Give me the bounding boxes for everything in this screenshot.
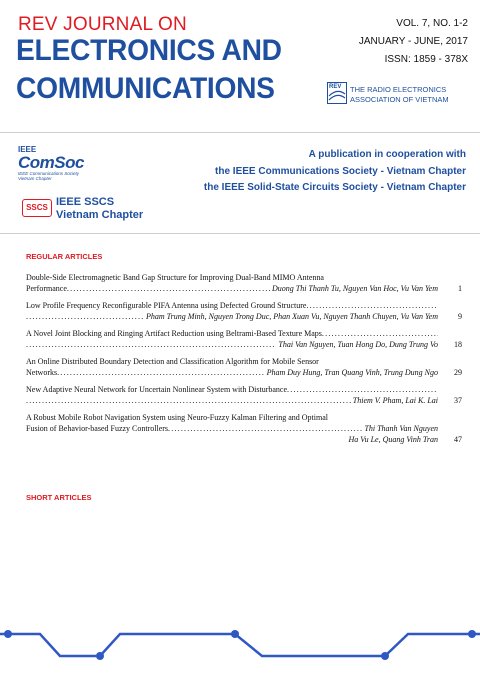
publisher-line2: ASSOCIATION OF VIETNAM [350, 95, 449, 104]
article-title-line[interactable] [26, 384, 462, 395]
article-title-line[interactable] [26, 356, 462, 367]
article-title: An Online Distributed Boundary Detection and Classification Algorithm for Mobile Sensor [26, 357, 319, 366]
article-authors: Pham Trung Minh, Nguyen Trong Duc, Phan Xuan Vu, Nguyen Thanh Chuyen, Vu Van Yem [146, 312, 438, 321]
publisher-line1: THE RADIO ELECTRONICS [350, 85, 447, 94]
rev-logo-icon [327, 82, 347, 104]
volume-number: VOL. 7, NO. 1-2 [396, 18, 468, 29]
article-entry[interactable] [26, 283, 462, 294]
article-page: 47 [454, 435, 462, 444]
article-title: Double-Side Electromagnetic Band Gap Structure for Improving Dual-Band MIMO Antenna [26, 273, 324, 282]
logo-divider [0, 233, 480, 234]
header-divider [0, 132, 480, 133]
journal-title-line2: ELECTRONICS AND [16, 34, 282, 67]
publisher-name [350, 85, 449, 105]
article-page: 29 [454, 368, 462, 377]
cooperation-line1: A publication in cooperation with [308, 149, 466, 160]
sscs-logo-icon: SSCS [22, 199, 52, 217]
leader-dots [322, 328, 438, 339]
article-title-cont: Performance [26, 284, 67, 293]
issue-date: JANUARY - JUNE, 2017 [358, 36, 468, 47]
article-entry[interactable] [26, 423, 462, 434]
sscs-line2: Vietnam Chapter [56, 209, 144, 221]
article-title-line[interactable] [26, 328, 462, 339]
leader-dots [26, 339, 276, 350]
journal-title-line1: REV JOURNAL ON [18, 14, 187, 35]
sscs-label [56, 196, 143, 222]
cooperation-line3: the IEEE Solid-State Circuits Society - Vietnam Chapter [203, 182, 466, 193]
article-title-line[interactable] [26, 300, 462, 311]
leader-dots [287, 384, 438, 395]
article-title: Low Profile Frequency Reconfigurable PIFA Antenna using Defected Ground Structure [26, 301, 307, 310]
article-authors: Thi Thanh Van Nguyen [364, 424, 438, 433]
article-authors: Ha Vu Le, Quang Vinh Tran [348, 435, 438, 444]
article-authors: Pham Duy Hung, Tran Quang Vinh, Trung Dung Ngo [266, 368, 438, 377]
journal-title-line3: COMMUNICATIONS [16, 72, 275, 105]
leader-dots [26, 395, 351, 406]
article-entry-authors[interactable] [26, 434, 462, 445]
leader-dots [168, 423, 362, 434]
article-title-cont: Networks [26, 368, 58, 377]
leader-dots [57, 367, 264, 378]
article-authors: Thai Van Nguyen, Tuan Hong Do, Dung Trung Vo [278, 340, 438, 349]
comsoc-logo [18, 146, 88, 181]
article-page: 9 [458, 312, 462, 321]
section-short-articles: SHORT ARTICLES [26, 493, 92, 502]
article-title-line[interactable] [26, 412, 462, 423]
article-title: A Robust Mobile Robot Navigation System using Neuro-Fuzzy Kalman Filtering and Optimal [26, 413, 328, 422]
article-entry[interactable] [26, 311, 462, 322]
article-title-cont: Fusion of Behavior-based Fuzzy Controllers [26, 424, 169, 433]
cooperation-line2: the IEEE Communications Society - Vietnam Chapter [215, 166, 466, 177]
section-regular-articles: REGULAR ARTICLES [26, 252, 103, 261]
leader-dots [26, 311, 144, 322]
article-title: New Adaptive Neural Network for Uncertain Nonlinear System with Disturbance [26, 385, 288, 394]
article-page: 18 [454, 340, 462, 349]
article-page: 1 [458, 284, 462, 293]
table-of-contents [26, 272, 462, 445]
comsoc-sub1: IEEE Communications Society [18, 171, 80, 176]
comsoc-ieee-text: IEEE [18, 145, 37, 154]
leader-dots [67, 283, 270, 294]
sscs-line1: IEEE SSCS [56, 196, 115, 208]
article-authors: Thiem V. Pham, Lai K. Lai [352, 396, 438, 405]
article-entry[interactable] [26, 339, 462, 350]
article-authors: Duong Thi Thanh Tu, Nguyen Van Hoc, Vu Van Yem [271, 284, 438, 293]
article-page: 37 [454, 396, 462, 405]
leader-dots [306, 300, 438, 311]
issn: ISSN: 1859 - 378X [384, 54, 468, 65]
article-title-line[interactable] [26, 272, 462, 283]
article-entry[interactable] [26, 395, 462, 406]
comsoc-sub2: Vietnam Chapter [18, 176, 52, 181]
article-entry[interactable] [26, 367, 462, 378]
comsoc-name: ComSoc [18, 153, 84, 172]
article-title: A Novel Joint Blocking and Ringing Artifact Reduction using Beltrami-Based Texture Maps [26, 329, 322, 338]
rev-logo-text: REV [329, 84, 342, 90]
decorative-circuit-bar [0, 610, 480, 680]
